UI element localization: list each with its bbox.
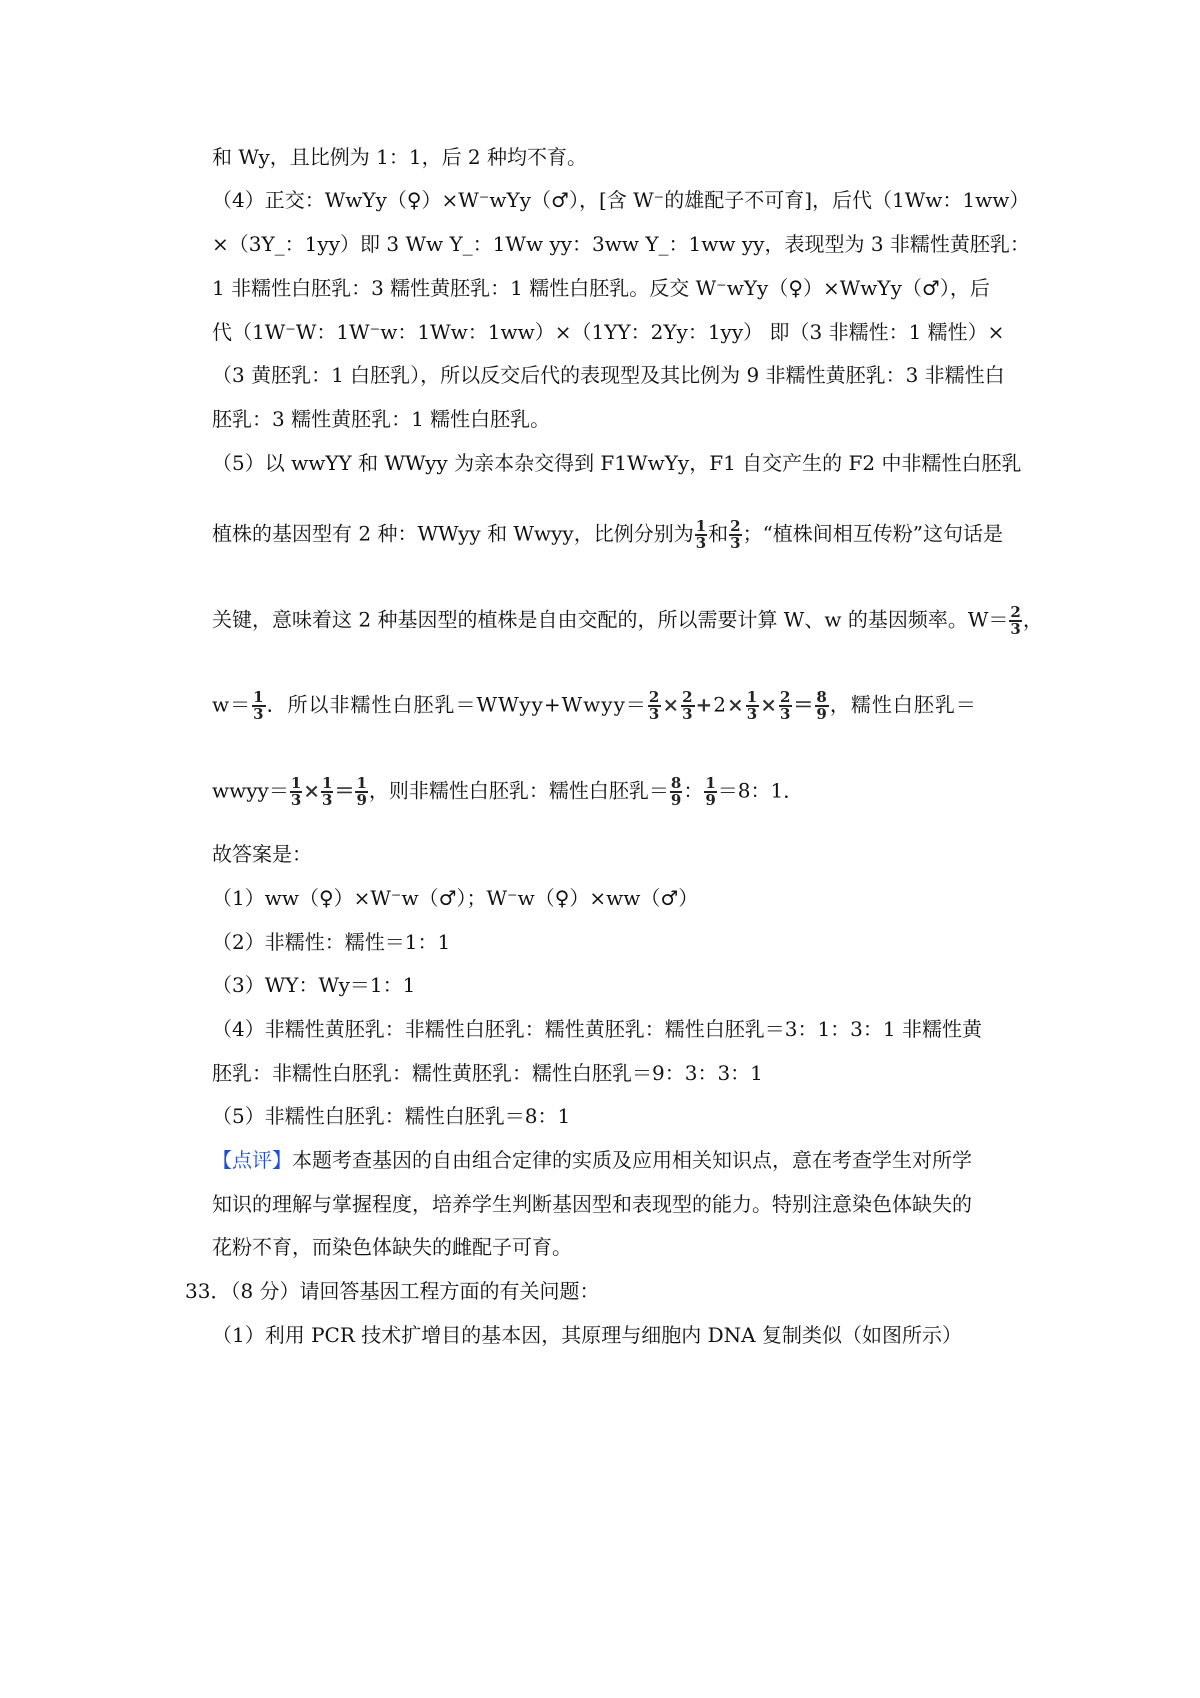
comment-tag: 【点评】 xyxy=(212,1148,292,1172)
comment-text: 本题考查基因的自由组合定律的实质及应用相关知识点，意在考查学生对所学 xyxy=(292,1148,972,1172)
coefficient: 2 xyxy=(713,692,728,717)
comment-line xyxy=(212,1146,1032,1174)
answer-item: 胚乳：非糯性白胚乳：糯性黄胚乳：糯性白胚乳＝9：3：3：1 xyxy=(212,1061,763,1085)
times-sign: × xyxy=(727,692,745,717)
text-run: 关键，意味着这 2 种基因型的植株是自由交配的，所以需要计算 W、w 的基因频率。W＝ xyxy=(212,607,1009,632)
text-line: （3 黄胚乳：1 白胚乳），所以反交后代的表现型及其比例为 9 非糯性黄胚乳：3 非糯性白 xyxy=(212,363,1005,387)
fraction-one-third: $\frac{1}{3}$ xyxy=(746,688,759,723)
text-run: ＝8：1． xyxy=(717,778,804,803)
text-run: ，则非糯性白胚乳：糯性白胚乳＝ xyxy=(368,778,669,803)
answer-item: （2）非糯性：糯性＝1：1 xyxy=(212,930,451,954)
fraction-one-third: $\frac{1}{3}$ xyxy=(253,688,265,723)
text-run: ： xyxy=(683,778,704,803)
text-run: ，糯性白胚乳＝ xyxy=(829,692,977,717)
text-run: 植株的基因型有 2 种：WWyy 和 Wwyy，比例分别为 xyxy=(212,521,694,546)
text-run: ；“植株间相互传粉”这句话是 xyxy=(742,521,1004,546)
answer-heading: 故答案是： xyxy=(212,842,312,866)
fraction-one-third: $\frac{1}{3}$ xyxy=(290,774,302,809)
text-run: ， xyxy=(1022,607,1043,632)
fraction-one-third: $\frac{1}{3}$ xyxy=(695,517,707,552)
times-sign: × xyxy=(662,692,681,717)
text-run: wwyy＝ xyxy=(212,778,289,803)
fraction-two-thirds: $\frac{2}{3}$ xyxy=(1010,603,1021,638)
equals-sign: ＝ xyxy=(793,692,815,717)
formula-line xyxy=(212,690,1032,722)
text-line: 1 非糯性白胚乳：3 糯性黄胚乳：1 糯性白胚乳。反交 W⁻wYy（♀）×WwYy（♂），后 xyxy=(212,276,990,300)
times-sign: × xyxy=(303,778,321,803)
question-title: 33．（8 分）请回答基因工程方面的有关问题： xyxy=(185,1279,600,1303)
fraction-two-thirds: $\frac{2}{3}$ xyxy=(779,688,792,723)
text-run: w＝ xyxy=(212,692,252,717)
text-line: 和 Wy，且比例为 1：1，后 2 种均不育。 xyxy=(212,145,588,169)
fraction-one-third: $\frac{1}{3}$ xyxy=(322,774,333,809)
fraction-two-thirds: $\frac{2}{3}$ xyxy=(648,688,661,723)
fraction-two-thirds: $\frac{2}{3}$ xyxy=(682,688,694,723)
fraction-one-ninth: $\frac{1}{9}$ xyxy=(356,774,367,809)
formula-line xyxy=(212,519,1032,551)
text-line: 胚乳：3 糯性黄胚乳：1 糯性白胚乳。 xyxy=(212,407,551,431)
answer-item: （1）ww（♀）×W⁻w（♂）；W⁻w（♀）×ww（♂） xyxy=(212,886,699,910)
text-line: ×（3Y_：1yy）即 3 Ww Y_：1Ww yy：3ww Y_：1ww yy，表现型为 3 非糯性黄胚乳： xyxy=(212,232,1030,256)
text-run: 和 xyxy=(708,521,729,546)
text-line: （4）正交：WwYy（♀）×W⁻wYy（♂），[含 W⁻的雄配子不可育]，后代（1Ww：1ww） xyxy=(212,188,1030,212)
comment-line: 知识的理解与掌握程度，培养学生判断基因型和表现型的能力。特别注意染色体缺失的 xyxy=(212,1192,972,1216)
equals-sign: ＝ xyxy=(334,778,355,803)
fraction-two-thirds: $\frac{2}{3}$ xyxy=(730,517,741,552)
text-run: ．所以非糯性白胚乳＝WWyy+Wwyy＝ xyxy=(266,692,647,717)
times-sign: × xyxy=(760,692,778,717)
formula-line xyxy=(212,603,1043,638)
formula-line xyxy=(212,776,1032,808)
text-line: 代（1W⁻W：1W⁻w：1Ww：1ww）×（1YY：2Yy：1yy） 即（3 非糯性：1 糯性）× xyxy=(212,320,1005,344)
fraction-eight-ninths: $\frac{8}{9}$ xyxy=(816,688,828,723)
question-subitem: （1）利用 PCR 技术扩增目的基本因，其原理与细胞内 DNA 复制类似（如图所示） xyxy=(212,1323,962,1347)
fraction-one-ninth: $\frac{1}{9}$ xyxy=(705,774,716,809)
plus-sign: + xyxy=(695,692,714,717)
answer-item: （5）非糯性白胚乳：糯性白胚乳＝8：1 xyxy=(212,1104,571,1128)
answer-item: （4）非糯性黄胚乳：非糯性白胚乳：糯性黄胚乳：糯性白胚乳＝3：1：3：1 非糯性黄 xyxy=(212,1017,982,1041)
comment-line: 花粉不育，而染色体缺失的雌配子可育。 xyxy=(212,1235,572,1259)
answer-item: （3）WY：Wy＝1：1 xyxy=(212,973,416,997)
fraction-eight-ninths: $\frac{8}{9}$ xyxy=(670,774,682,809)
text-line: （5）以 wwYY 和 WWyy 为亲本杂交得到 F1WwYy，F1 自交产生的 F2 中非糯性白胚乳 xyxy=(212,451,1022,475)
